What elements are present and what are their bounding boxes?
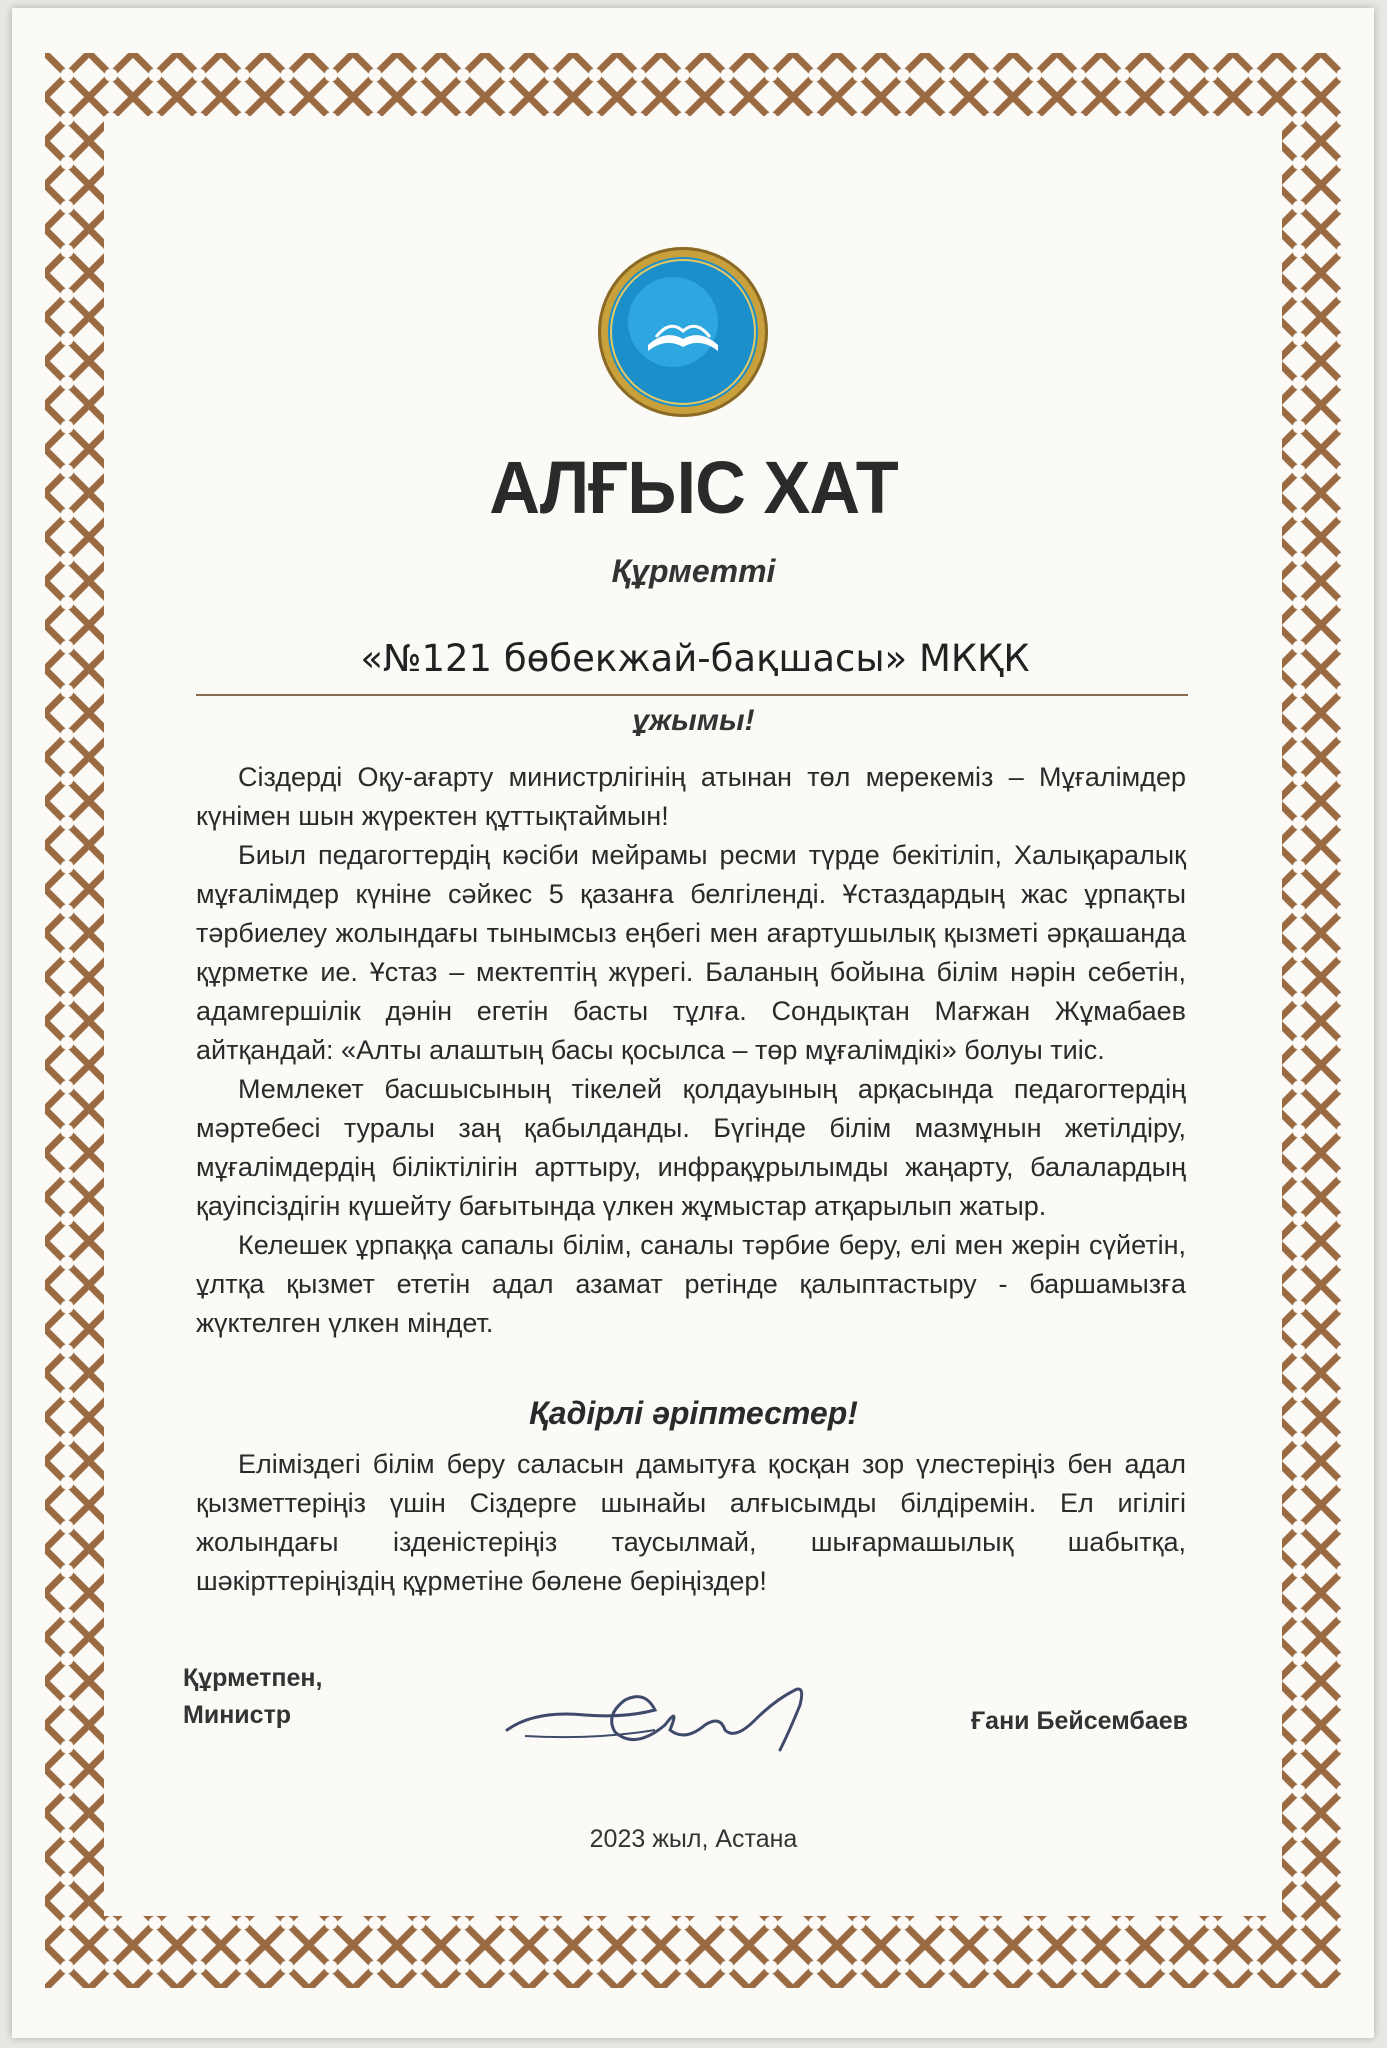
paragraph: Мемлекет басшысының тікелей қолдауының арқасында педагогтердің мәртебесі туралы заң қабылданды. Бүгінде білім мазмұнын жетілдіру, мұғалімдердің біліктілігін арттыру, инфрақұрылымды жаңарту, балалардың қауіпсіздігін күшейту бағытында үлкен жұмыстар атқарылып жатыр. [196, 1074, 1186, 1221]
colleagues-address: Қадірлі әріптестер! [529, 1395, 858, 1431]
ministry-seal-icon [598, 247, 768, 417]
position-title: Министр [183, 1701, 292, 1729]
greeting: Құрметті [611, 553, 776, 589]
paragraph: Сіздерді Оқу-ағарту министрлігінің атынан төл мерекеміз – Мұғалімдер күнімен шын жүректен құттықтаймын! [196, 762, 1186, 831]
signature-icon [505, 1670, 825, 1770]
page-title: АЛҒЫС ХАТ [489, 446, 898, 529]
underline-divider [196, 694, 1188, 696]
thanks-paragraph-block [196, 1445, 1186, 1601]
paragraph: Еліміздегі білім беру саласын дамытуға қосқан зор үлестеріңіз бен адал қызметтеріңіз үшін Сіздерге шынайы алғысымды білдіремін. Ел игілігі жолындағы ізденістеріңіз таусылмай, шығармашылық шабытқа, шәкірттеріңіздің құрметіне бөлене беріңіздер! [196, 1449, 1186, 1596]
date-location: 2023 жыл, Астана [589, 1825, 798, 1853]
signer-name: Ғани Бейсембаев [971, 1707, 1188, 1735]
closing-line: Құрметпен, [183, 1664, 323, 1692]
paragraph: Келешек ұрпаққа сапалы білім, саналы тәрбие беру, елі мен жерін сүйетін, ұлтқа қызмет ететін адал азамат ретінде қалыптастыру - баршамызға жүктелген үлкен міндет. [196, 1230, 1186, 1338]
paragraph: Биыл педагогтердің кәсіби мейрамы ресми түрде бекітіліп, Халықаралық мұғалімдер күніне сәйкес 5 қазанға белгіленді. Ұстаздардың жас ұрпақты тәрбиелеу жолындағы тынымсыз еңбегі мен ағартушылық қызметі әрқашанда құрметке ие. Ұстаз – мектептің жүрегі. Баланың бойына білім нәрін себетін, адамгершілік дәнін егетін басты тұлға. Сондықтан Мағжан Жұмабаев айтқандай: «Алты алаштың басы қосылса – төр мұғалімдікі» болуы тиіс. [196, 840, 1186, 1065]
letter-body [196, 758, 1186, 1343]
closing-block [183, 1660, 322, 1734]
organization-name: «№121 бөбекжай-бақшасы» МКҚК [360, 637, 1030, 680]
collective-label: ұжымы! [632, 704, 755, 737]
